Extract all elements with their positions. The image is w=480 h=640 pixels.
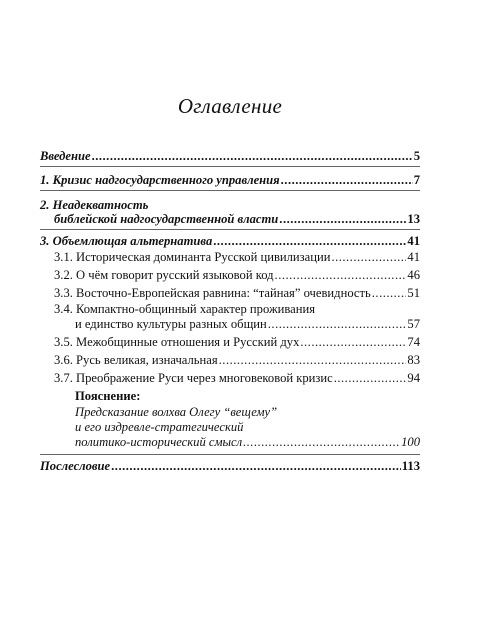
toc-entry-page: 5	[413, 149, 420, 163]
toc-entry-label: политико-исторический смысл	[75, 435, 243, 449]
toc-entry-s34-line1: 3.4. Компактно-общинный характер проживания	[54, 302, 316, 316]
dot-leader	[275, 268, 407, 283]
note-line-1: Предсказание волхва Олегу “вещему”	[75, 405, 278, 419]
dot-leader	[300, 335, 406, 350]
toc-entry-label: и единство культуры разных общин	[75, 317, 267, 331]
dot-leader	[281, 173, 413, 188]
divider	[40, 166, 420, 167]
toc-entry-page: 83	[407, 353, 420, 367]
toc-entry-page: 74	[407, 335, 420, 349]
toc-entry-label: 3.2. О чём говорит русский языковой код	[54, 268, 274, 282]
toc-entry-label: 3.5. Межобщинные отношения и Русский дух	[54, 335, 300, 349]
toc-entry-label: Послесловие	[40, 459, 111, 473]
toc-entry-s31[interactable]	[54, 250, 420, 265]
toc-entry-s34[interactable]	[75, 317, 420, 332]
toc-entry-label: 3. Объемлющая альтернатива	[40, 234, 213, 248]
toc-entry-label: 3.7. Преображение Руси через многовековой кризис	[54, 371, 333, 385]
dot-leader	[268, 317, 407, 332]
toc-entry-label: 3.1. Историческая доминанта Русской цивилизации	[54, 250, 331, 264]
toc-entry-ch1[interactable]	[40, 173, 420, 188]
toc-entry-page: 41	[407, 234, 420, 248]
toc-entry-label: 3.3. Восточно-Европейская равнина: “тайная” очевидность	[54, 286, 371, 300]
toc-entry-page: 41	[407, 250, 420, 264]
dot-leader	[92, 149, 413, 164]
dot-leader	[334, 371, 407, 386]
toc-entry-page: 57	[407, 317, 420, 331]
toc-entry-page: 100	[401, 435, 420, 449]
dot-leader	[213, 234, 406, 249]
toc-entry-page: 13	[407, 212, 420, 226]
toc-entry-label: Введение	[40, 149, 91, 163]
divider	[40, 454, 420, 455]
toc-entry-page: 113	[401, 459, 420, 473]
note-heading: Пояснение:	[75, 389, 141, 403]
toc-entry-s36[interactable]	[54, 353, 420, 368]
dot-leader	[243, 435, 400, 450]
toc-entry-ch3[interactable]	[40, 234, 420, 249]
dot-leader	[111, 459, 401, 474]
toc-entry-ch2-line1: 2. Неадекватность	[40, 198, 149, 212]
dot-leader	[219, 353, 407, 368]
toc-entry-intro[interactable]	[40, 149, 420, 164]
toc-entry-page: 46	[407, 268, 420, 282]
note-line-2: и его издревле-стратегический	[75, 420, 244, 434]
toc-entry-epilogue[interactable]	[40, 459, 420, 474]
dot-leader	[331, 250, 406, 265]
toc-entry-s37[interactable]	[54, 371, 420, 386]
toc-entry-s33[interactable]	[54, 286, 420, 301]
dot-leader	[279, 212, 406, 227]
dot-leader	[372, 286, 407, 301]
toc-entry-label: 3.6. Русь великая, изначальная	[54, 353, 218, 367]
toc-entry-note[interactable]	[75, 435, 420, 450]
toc-entry-label: 1. Кризис надгосударственного управления	[40, 173, 280, 187]
toc-entry-label: библейской надгосударственной власти	[54, 212, 279, 226]
toc-entry-s32[interactable]	[54, 268, 420, 283]
toc-entry-ch2[interactable]	[54, 212, 420, 227]
divider	[40, 229, 420, 230]
divider	[40, 190, 420, 191]
toc-entry-page: 7	[413, 173, 420, 187]
toc-entry-s35[interactable]	[54, 335, 420, 350]
toc-entry-page: 51	[407, 286, 420, 300]
toc-title: Оглавление	[177, 94, 283, 118]
toc-entry-page: 94	[407, 371, 420, 385]
